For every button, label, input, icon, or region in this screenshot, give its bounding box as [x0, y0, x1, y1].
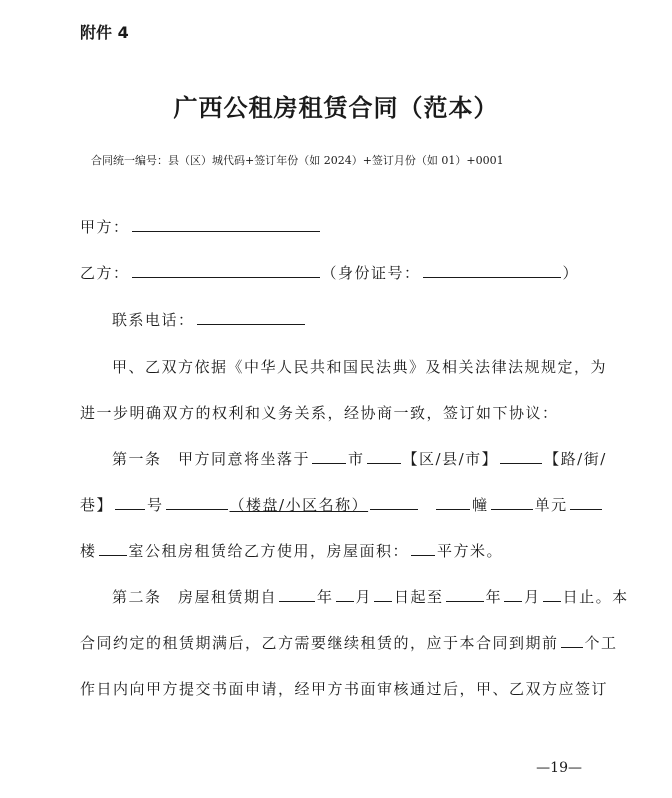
party-a-label: 甲方：	[80, 218, 130, 236]
end-day-blank[interactable]	[543, 586, 561, 602]
party-b-id-prefix: （身份证号：	[321, 264, 421, 282]
party-a-blank[interactable]	[132, 216, 320, 232]
article2-text-i: 个工	[584, 634, 618, 652]
number-blank[interactable]	[115, 494, 145, 510]
article1-text-l: 平方米。	[437, 542, 504, 560]
article2-text-h: 合同约定的租赁期满后，乙方需要继续租赁的，应于本合同到期前	[80, 634, 559, 652]
article1-text-g: （楼盘/小区名称）	[229, 496, 369, 514]
phone-label: 联系电话：	[112, 311, 195, 329]
article1-text-b: 市	[348, 450, 365, 468]
article2-text-e: 年	[485, 588, 503, 606]
article1-text-i: 单元	[534, 496, 568, 514]
party-b-line	[80, 262, 579, 283]
workdays-blank[interactable]	[561, 632, 583, 648]
district-blank[interactable]	[367, 448, 401, 464]
attachment-label: 附件 4	[80, 23, 129, 42]
end-year-blank[interactable]	[446, 586, 484, 602]
phone-line	[112, 309, 307, 330]
article2-text-g: 日止。本	[562, 588, 629, 606]
article2-text-d: 日起至	[394, 588, 444, 606]
article1-text-e: 巷】	[80, 496, 114, 514]
estate-blank-right[interactable]	[370, 494, 418, 510]
article1-line-2	[80, 494, 604, 515]
article1-line-3	[80, 540, 503, 561]
area-blank[interactable]	[411, 540, 435, 556]
room-blank[interactable]	[99, 540, 127, 556]
article2-line-3: 作日内向甲方提交书面申请，经甲方书面审核通过后，甲、乙双方应签订	[80, 680, 609, 698]
article1-text-j: 楼	[80, 542, 97, 560]
article1-text-f: 号	[147, 496, 164, 514]
road-blank[interactable]	[500, 448, 542, 464]
article1-line-1	[112, 448, 607, 469]
start-day-blank[interactable]	[374, 586, 392, 602]
city-blank[interactable]	[312, 448, 346, 464]
party-a-line	[80, 216, 322, 237]
article2-text-f: 月	[524, 588, 541, 606]
article1-text-k: 室公租房租赁给乙方使用，房屋面积：	[128, 542, 410, 560]
party-b-id-suffix: ）	[562, 264, 580, 282]
page-number: —19—	[536, 760, 582, 776]
article1-text-a: 第一条 甲方同意将坐落于	[112, 450, 311, 468]
article2-text-c: 月	[355, 588, 373, 606]
party-b-label: 乙方：	[80, 264, 130, 282]
party-b-blank[interactable]	[132, 262, 320, 278]
intro-line-2: 进一步明确双方的权利和义务关系，经协商一致，签订如下协议：	[80, 404, 559, 422]
article2-line-1	[112, 586, 629, 607]
article1-text-c: 【区/县/市】	[402, 450, 499, 468]
start-month-blank[interactable]	[336, 586, 354, 602]
intro-line-1: 甲、乙双方依据《中华人民共和国民法典》及相关法律法规规定，为	[112, 358, 608, 376]
phone-blank[interactable]	[197, 309, 305, 325]
document-title: 广西公租房租赁合同（范本）	[173, 93, 499, 122]
article2-text-a: 第二条 房屋租赁期自	[112, 588, 278, 606]
end-month-blank[interactable]	[504, 586, 522, 602]
article1-text-h: 幢	[472, 496, 489, 514]
estate-blank-left[interactable]	[166, 494, 228, 510]
start-year-blank[interactable]	[279, 586, 315, 602]
article2-text-b: 年	[317, 588, 334, 606]
floor-blank-end[interactable]	[570, 494, 602, 510]
article1-text-d: 【路/街/	[544, 450, 607, 468]
party-b-id-blank[interactable]	[423, 262, 561, 278]
building-blank[interactable]	[436, 494, 470, 510]
unit-blank[interactable]	[491, 494, 533, 510]
article2-line-2	[80, 632, 618, 653]
contract-code-line: 合同统一编号：县（区）城代码+签订年份（如 2024）+签订月份（如 01）+0001	[91, 154, 504, 167]
